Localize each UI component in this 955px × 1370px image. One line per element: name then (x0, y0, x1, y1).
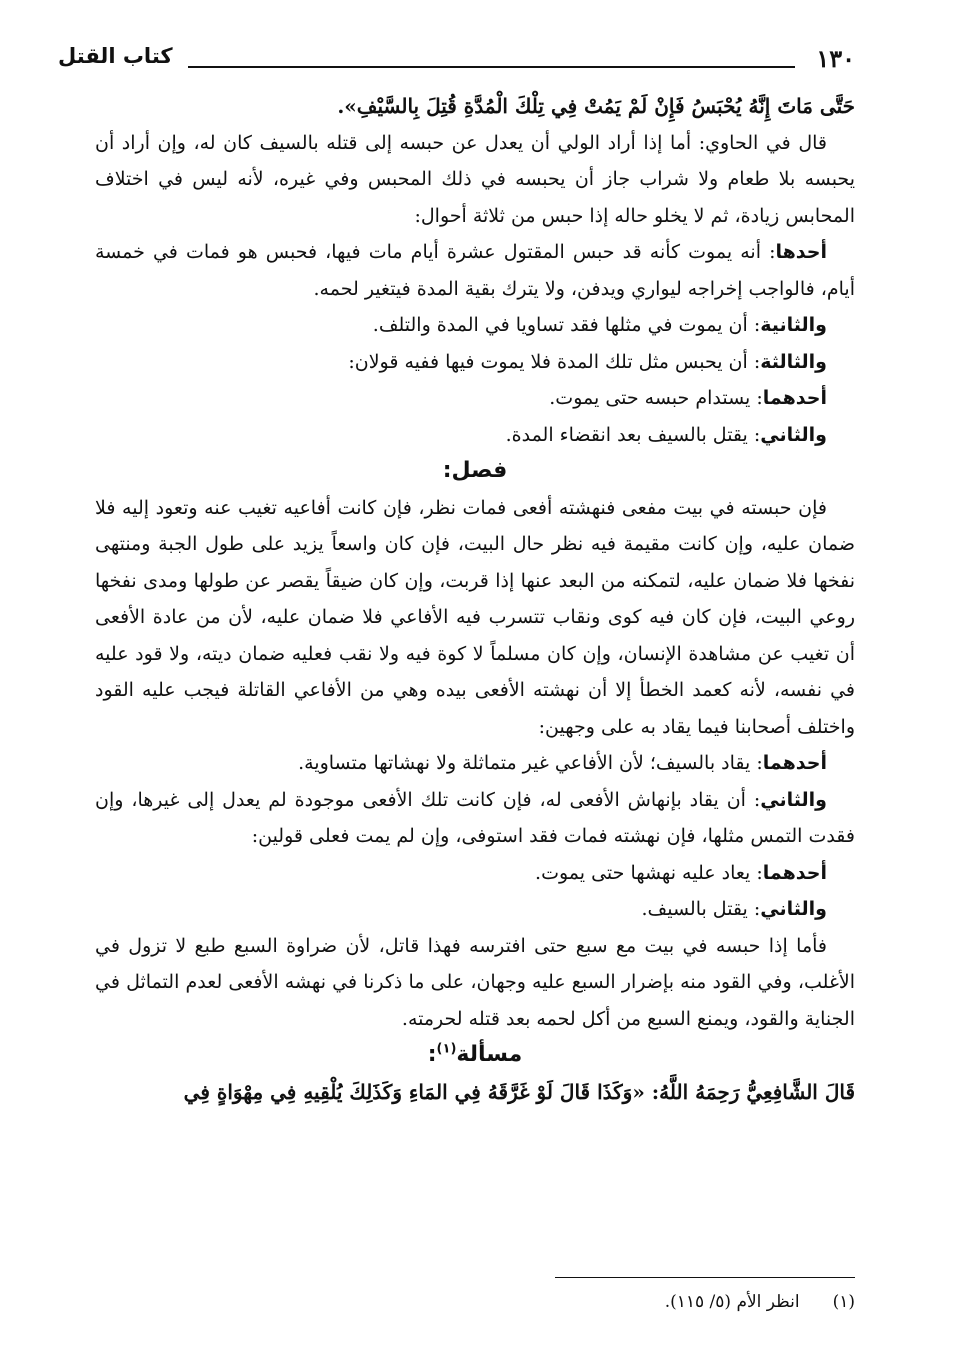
quoted-text: قَالَ الشَّافِعِيُّ رَحِمَهُ اللَّهُ: «وَكَذَا قَالَ لَوْ غَرَّقَهُ فِي المَاءِ وَكَذَلِكَ يُلْقِيهِ فِي مِهْوَاةٍ فِي (183, 1079, 855, 1104)
paragraph-text: : يعاد عليه نهشها حتى يموت. (535, 861, 763, 884)
page-body (95, 88, 855, 1110)
quoted-text-continuation: حَتَّى مَاتَ إِنَّهُ يُحْبَسُ فَإِنْ لَمْ يَمُتْ فِي تِلْكَ الْمُدَّةِ قُتِلَ بِالسَّيْفِ». (337, 94, 855, 118)
paragraph (95, 855, 855, 892)
paragraph-lead: والثاني (760, 788, 827, 811)
paragraph (95, 417, 855, 454)
paragraph (95, 891, 855, 928)
paragraph (95, 234, 855, 307)
paragraph (95, 307, 855, 344)
paragraph: فإن حبسته في بيت مفعى فنهشته أفعى فمات نظر، فإن كانت أفاعيه تغيب عنه وتعود إليه فلا ضمان عليه، وإن كانت مقيمة فيه نظر حال البيت، فإن كان واسعاً يزيد على طول الجبة ومنتهى نفخها فلا ضمان عليه، لتمكنه من البعد عنها إذا قربت، وإن كان ضيقاً يقصر عن طولها ومدى نفخها روعي البيت، فإن كان فيه كوى ونقاب تتسرب فيه الأفاعي فلا ضمان عليه، لأن من عادة الأفعى أن تغيب عن مشاهدة الإنسان، وإن كان مسلماً لا كوة فيه ولا نقب فعليه ضمان ديته، ولا قود عليه في نفسه، لأنه كعمد الخطأ إلا أن نهشته الأفعى بيده وهي من الأفاعي القاتلة فيجب عليه القود واختلف أصحابنا فيما يقاد به على وجهين: (95, 496, 855, 738)
footnote-rule (555, 1277, 855, 1278)
paragraph-text: : أن يموت في مثلها فقد تساويا في المدة والتلف. (372, 314, 761, 336)
header-rule (188, 66, 795, 68)
section-heading-colon: : (427, 1042, 437, 1067)
paragraph-text: : أن يحبس مثل تلك المدة فلا يموت فيها ففيه قولان: (348, 350, 761, 373)
paragraph-lead: والثالثة (760, 350, 827, 373)
paragraph-lead: أحدهما (762, 752, 827, 774)
paragraph-text: : يستدام حبسه حتى يموت. (549, 387, 763, 409)
section-heading-text: مسألة (456, 1042, 523, 1067)
section-heading: فصل: (442, 458, 508, 483)
paragraph-lead: والثاني (760, 898, 827, 920)
paragraph-lead: أحدهما (762, 387, 827, 409)
footnote-text: انظر الأم (٥/ ١١٥). (664, 1292, 800, 1312)
book-title: كتاب القتل (58, 44, 173, 68)
paragraph: قال في الحاوي: أما إذا أراد الولي أن يعدل عن حبسه إلى قتله بالسيف كان له، وإن أراد أن يحبسه بلا طعام ولا شراب جاز أن يحبسه في ذلك المحبس وفي غيره، لأنه ليس في اختلاف المحابس زيادة، ثم لا يخلو حاله إذا حبس من ثلاثة أحوال: (95, 131, 855, 227)
paragraph: فأما إذا حبسه في بيت مع سبع حتى افترسه فهذا قاتل، لأن ضراوة السبع طبع لا تزول في الأغلب، وفي القود منه بإضرار السبع عليه وجهان، على ما ذكرنا في نهشه الأفعى لعدم التماثل في الجناية والقود، ويمنع السبع من أكل لحمه بعد قتله لحرمته. (95, 934, 855, 1030)
paragraph (95, 344, 855, 381)
paragraph (95, 380, 855, 417)
paragraph-lead: والثانية (760, 314, 827, 336)
paragraph-text: : يقاد بالسيف؛ لأن الأفاعي غير متماثلة ولا نهشاتها متساوية. (298, 752, 763, 774)
paragraph-lead: والثاني (760, 423, 827, 446)
paragraph-text: : يقتل بالسيف بعد انقضاء المدة. (505, 423, 761, 446)
page-number: ١٣٠ (816, 44, 855, 73)
paragraph (95, 782, 855, 855)
paragraph-text: : أنه يموت كأنه قد حبس المقتول عشرة أيام مات فيها، فحبس هو فمات في خمسة أيام، فالواجب إخراجه ليواري ويدفن، ولا يترك بقية المدة فيتغير لحمه. (95, 241, 855, 300)
paragraph-text: : أن يقاد بإنهاش الأفعى له، فإن كانت تلك الأفعى موجودة لم يعدل إلى غيرها، وإن فقدت التمس مثلها، فإن نهشته فمات فقد استوفى، وإن لم يمت فعلى قولين: (95, 788, 855, 847)
footnote-marker: (١) (436, 1041, 457, 1057)
paragraph-text: : يقتل بالسيف. (641, 898, 761, 920)
paragraph (95, 745, 855, 782)
footnote-number: (١) (832, 1292, 855, 1312)
section-heading (95, 1037, 855, 1074)
footnote (95, 1292, 855, 1312)
paragraph-lead: أحدها (775, 241, 827, 263)
page-header (58, 44, 855, 84)
paragraph-lead: أحدهما (762, 861, 827, 884)
